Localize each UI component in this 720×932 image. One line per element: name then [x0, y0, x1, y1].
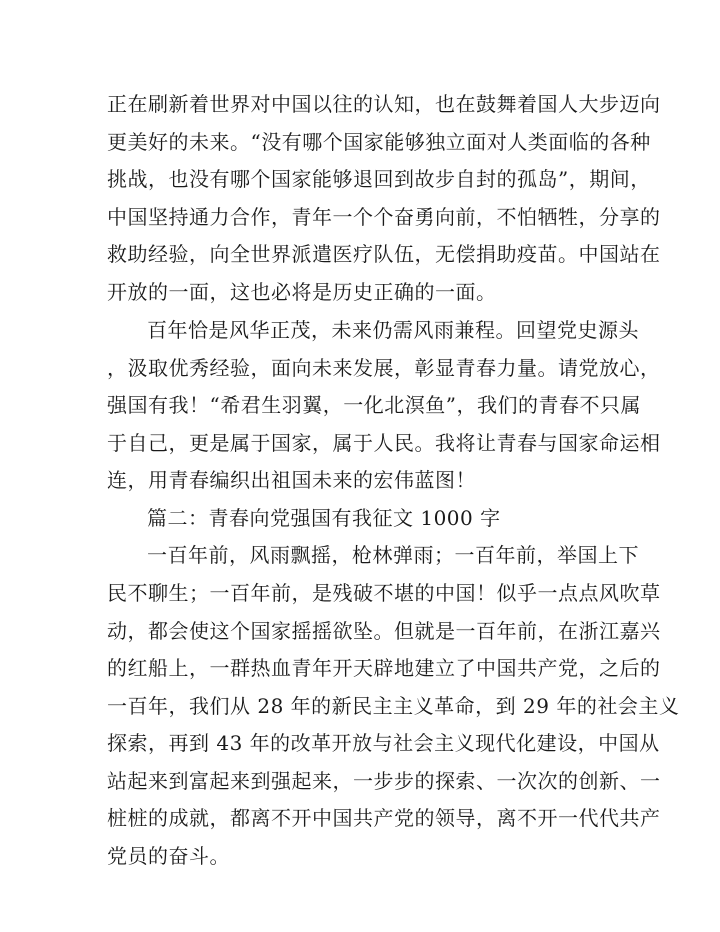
text-line: 连，用青春编织出祖国未来的宏伟蓝图！	[107, 468, 476, 492]
text-line: 党员的奋斗。	[107, 844, 230, 868]
text-line: 动，都会使这个国家摇摇欲坠。但就是一百年前，在浙江嘉兴	[107, 619, 661, 643]
text-line: 正在刷新着世界对中国以往的认知，也在鼓舞着国人大步迈向	[107, 92, 661, 116]
section-heading: 篇二：青春向党强国有我征文 1000 字	[147, 506, 501, 530]
text-line: 百年恰是风华正茂，未来仍需风雨兼程。回望党史源头	[147, 318, 639, 342]
text-line: 的红船上，一群热血青年开天辟地建立了中国共产党，之后的	[107, 656, 661, 680]
text-line: 一百年，我们从 28 年的新民主主义革命，到 29 年的社会主义	[107, 694, 680, 718]
text-line: 民不聊生；一百年前，是残破不堪的中国！似乎一点点风吹草	[107, 581, 661, 605]
text-line: 更美好的未来。“没有哪个国家能够独立面对人类面临的各种	[107, 130, 651, 154]
text-line: 站起来到富起来到强起来，一步步的探索、一次次的创新、一	[107, 769, 661, 793]
text-line: 救助经验，向全世界派遣医疗队伍，无偿捐助疫苗。中国站在	[107, 242, 661, 266]
text-line: ，汲取优秀经验，面向未来发展，彰显青春力量。请党放心，	[107, 356, 661, 380]
text-line: 中国坚持通力合作，青年一个个奋勇向前，不怕牺牲，分享的	[107, 205, 661, 229]
text-line: 强国有我！“希君生羽翼，一化北溟鱼”，我们的青春不只属	[107, 393, 641, 417]
text-line: 挑战，也没有哪个国家能够退回到故步自封的孤岛”，期间，	[107, 167, 651, 191]
text-line: 一百年前，风雨飘摇，枪林弹雨；一百年前，举国上下	[147, 543, 639, 567]
text-line: 开放的一面，这也必将是历史正确的一面。	[107, 280, 497, 304]
text-line: 桩桩的成就，都离不开中国共产党的领导，离不开一代代共产	[107, 806, 661, 830]
text-line: 于自己，更是属于国家，属于人民。我将让青春与国家命运相	[107, 431, 661, 455]
text-line: 探索，再到 43 年的改革开放与社会主义现代化建设，中国从	[107, 731, 660, 755]
